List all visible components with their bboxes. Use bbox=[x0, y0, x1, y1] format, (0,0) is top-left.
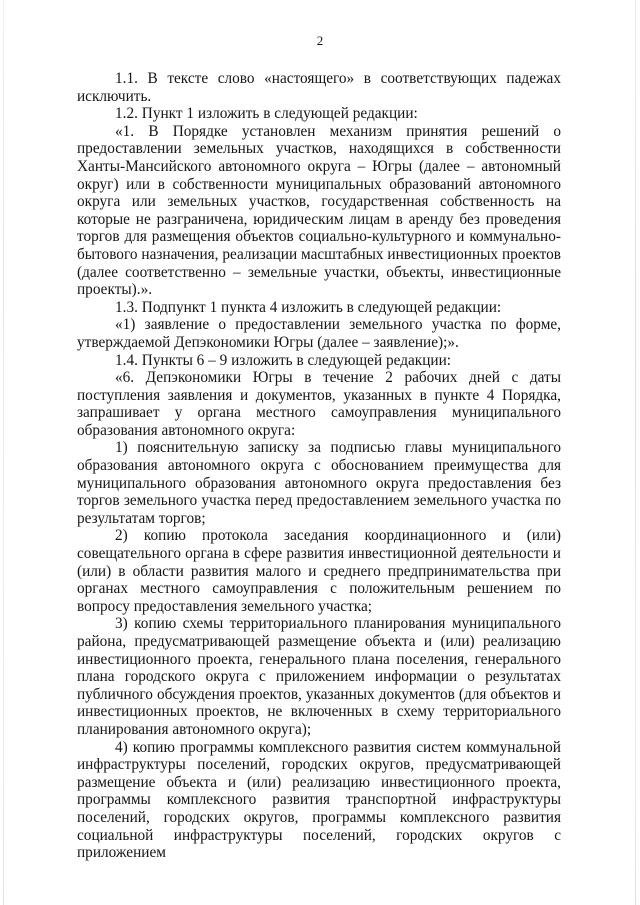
page-number: 2 bbox=[316, 33, 324, 48]
paragraph-1-2: 1.2. Пункт 1 изложить в следующей редакции: bbox=[115, 105, 418, 123]
list-item-1: 1) пояснительную записку за подписью главы муниципального образования автономного округа с обоснованием преимущества для муниципального образования автономного округа предоставления без торгов земельного участка перед предоставлением земельного участка по результатам торгов; bbox=[77, 439, 561, 527]
scan-edge-right bbox=[635, 0, 636, 905]
paragraph-1-3: 1.3. Подпункт 1 пункта 4 изложить в следующей редакции: bbox=[115, 298, 502, 316]
document-body bbox=[77, 70, 561, 862]
list-item-4: 4) копию программы комплексного развития систем коммунальной инфраструктуры поселений, городских округов, предусматривающей размещение объекта и (или) реализацию инвестиционного проекта, программы комплексного развития транспортной инфраструктуры поселений, городских округов, программы комплексного развития социальной инфраструктуры поселений, городских округов с приложением bbox=[77, 738, 561, 862]
paragraph-point-6: «6. Депэкономики Югры в течение 2 рабочих дней с даты поступления заявления и документов, указанных в пункте 4 Порядка, запрашивает у органа местного самоуправления муниципального образования автономного округа: bbox=[77, 369, 561, 439]
list-item-3: 3) копию схемы территориального планирования муниципального района, предусматривающей размещение объекта и (или) реализацию инвестиционного проекта, генерального плана поселения, генерального плана городского округа с приложением информации о результатах публичного обсуждения проектов, указанных документов (для объектов и инвестиционных проектов, не включенных в схему территориального планирования автономного округа); bbox=[77, 615, 561, 738]
scan-edge-left bbox=[3, 0, 4, 905]
paragraph-1-1: 1.1. В тексте слово «настоящего» в соответствующих падежах исключить. bbox=[77, 70, 561, 105]
paragraph-point-1: «1. В Порядке установлен механизм принятия решений о предоставлении земельных участков, находящихся в собственности Ханты-Мансийского автономного округа – Югры (далее – автономный округ) или в собственности муниципальных образований автономного округа или земельных участков, государственная собственность на которые не разграничена, юридическим лицам в аренду без проведения торгов для размещения объектов социально-культурного и коммунально-бытового назначения, реализации масштабных инвестиционных проектов (далее соответственно – земельные участки, объекты, инвестиционные проекты).». bbox=[77, 122, 561, 299]
paragraph-subpoint-1: «1) заявление о предоставлении земельного участка по форме, утверждаемой Депэкономики Югры (далее – заявление);». bbox=[77, 316, 561, 351]
list-item-2: 2) копию протокола заседания координационного и (или) совещательного органа в сфере развития инвестиционной деятельности и (или) в области развития малого и среднего предпринимательства при органах местного самоуправления с положительным решением по вопросу предоставления земельного участка; bbox=[77, 527, 561, 615]
paragraph-1-4: 1.4. Пункты 6 – 9 изложить в следующей редакции: bbox=[115, 351, 452, 369]
